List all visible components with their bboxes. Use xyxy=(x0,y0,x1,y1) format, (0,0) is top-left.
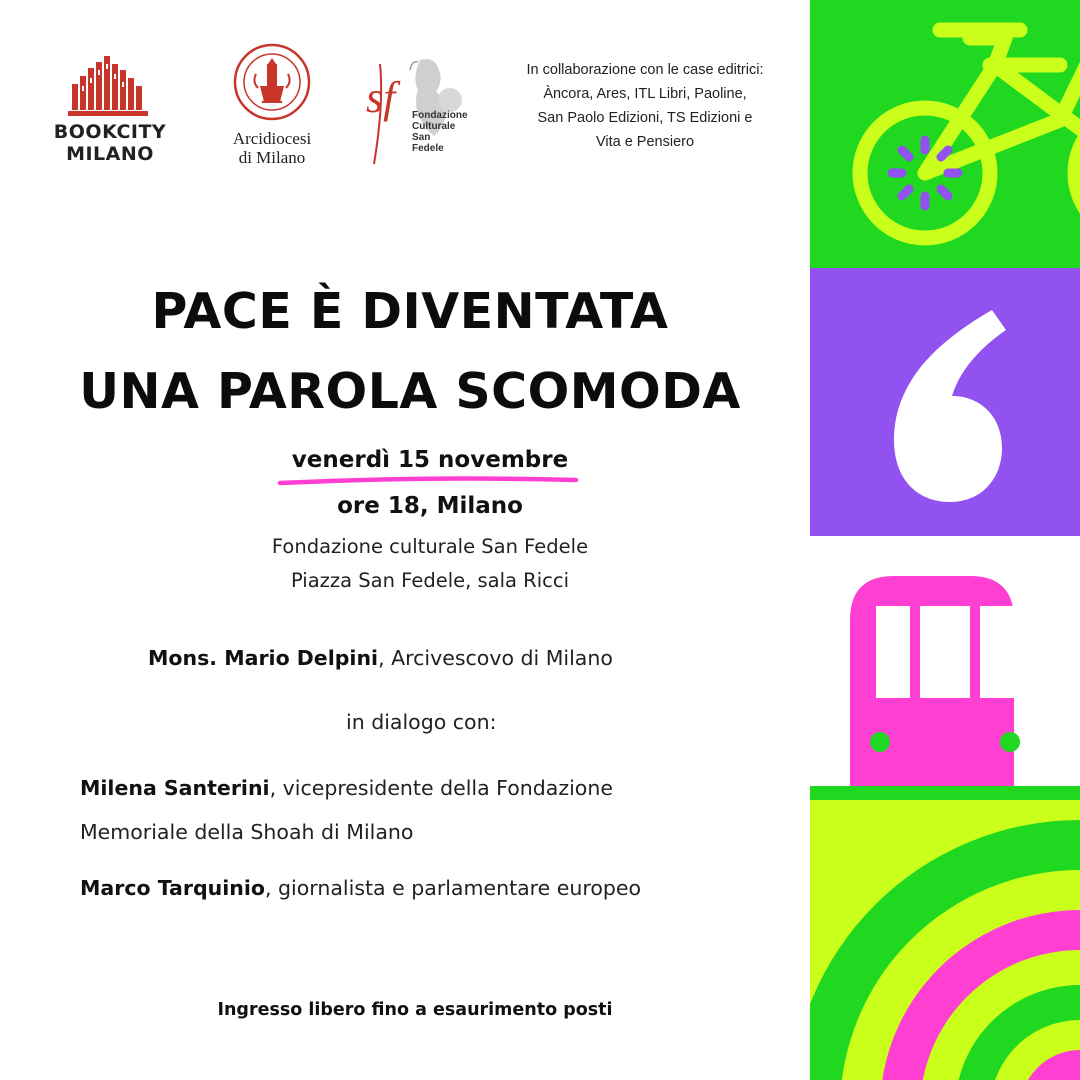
arcidiocesi-line2: di Milano xyxy=(238,148,306,167)
speaker-tarquinio xyxy=(80,870,641,906)
speaker-main-role: , Arcivescovo di Milano xyxy=(378,646,613,670)
sf-mark: sf xyxy=(366,73,396,122)
venue-line-2: Piazza San Fedele, sala Ricci xyxy=(290,569,570,592)
speaker-santerini-name: Milena Santerini xyxy=(80,776,270,800)
speaker-main-name: Mons. Mario Delpini xyxy=(148,646,379,670)
bookcity-logo xyxy=(50,56,170,166)
event-time: ore 18, Milano xyxy=(337,493,523,519)
collab-line-2: Àncora, Ares, ITL Libri, Paoline, xyxy=(543,86,747,102)
title-line-2: UNA PAROLA SCOMODA xyxy=(79,363,741,420)
sf-line1: Fondazione xyxy=(412,110,468,121)
collaboration-note xyxy=(490,58,800,154)
bicycle-panel xyxy=(810,0,1080,268)
event-date: venerdì 15 novembre xyxy=(291,447,569,473)
arcidiocesi-line1: Arcidiocesi xyxy=(232,129,312,148)
speaker-santerini-role-cont: Memoriale della Shoah di Milano xyxy=(80,820,414,844)
bookcity-line1: BOOKCITY xyxy=(53,121,167,143)
free-entry-note: Ingresso libero fino a esaurimento posti xyxy=(217,1000,613,1020)
decorative-strip xyxy=(810,0,1080,1080)
title-line-1: PACE È DIVENTATA xyxy=(151,283,669,340)
sf-line3: San xyxy=(412,132,431,143)
event-venue xyxy=(180,530,680,598)
arcidiocesi-logo xyxy=(212,40,332,170)
sf-line4: Fedele xyxy=(412,143,444,154)
quote-panel xyxy=(810,268,1080,536)
speaker-santerini-role: , vicepresidente della Fondazione xyxy=(269,776,613,800)
speaker-main xyxy=(148,640,613,676)
arcs-panel xyxy=(810,786,1080,1080)
tram-panel xyxy=(810,536,1080,800)
san-fedele-logo xyxy=(362,50,472,170)
collab-line-4: Vita e Pensiero xyxy=(595,134,695,150)
venue-line-1: Fondazione culturale San Fedele xyxy=(271,535,589,558)
san-fedele-text xyxy=(412,110,468,154)
dialog-label: in dialogo con: xyxy=(346,710,497,734)
speaker-santerini xyxy=(80,770,613,806)
sf-line2: Culturale xyxy=(412,121,456,132)
speaker-tarquinio-name: Marco Tarquinio xyxy=(80,876,266,900)
collab-line-1: In collaborazione con le case editrici: xyxy=(526,62,764,78)
arcidiocesi-seal-icon xyxy=(232,40,312,124)
speaker-tarquinio-role: , giornalista e parlamentare europeo xyxy=(265,876,642,900)
bookcity-skyline-icon xyxy=(50,56,170,116)
collab-line-3: San Paolo Edizioni, TS Edizioni e xyxy=(537,110,753,126)
bookcity-line2: MILANO xyxy=(66,143,154,165)
